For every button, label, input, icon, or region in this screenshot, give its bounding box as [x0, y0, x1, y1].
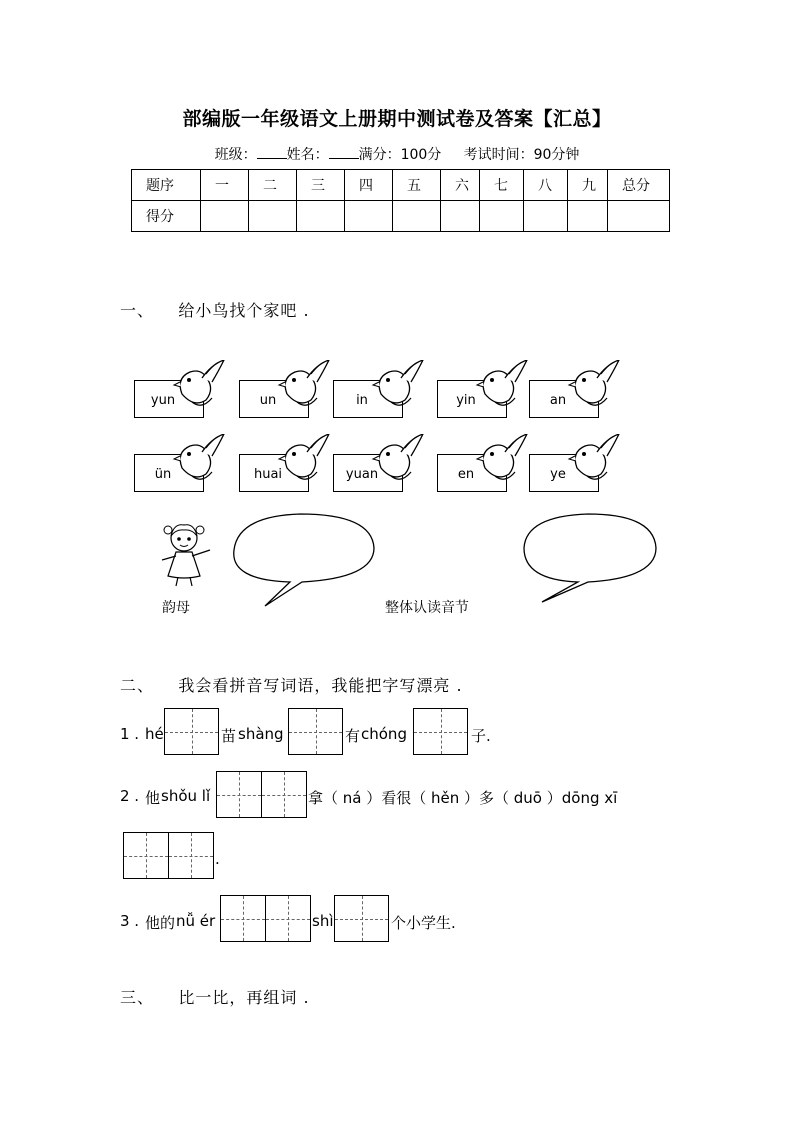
writing-grid[interactable]	[164, 708, 219, 755]
text: 有	[345, 727, 361, 745]
bird-card-syllable: ye	[550, 467, 566, 482]
table-cell: 七	[480, 170, 524, 201]
table-cell: 五	[393, 170, 441, 201]
girl-icon	[154, 520, 218, 588]
section3-heading	[120, 985, 310, 1008]
caption-finals: 韵母	[162, 600, 190, 616]
score-cell[interactable]	[441, 201, 480, 232]
bird-card[interactable]	[134, 440, 222, 492]
name-label: 姓名：	[286, 147, 329, 163]
name-blank[interactable]	[329, 146, 359, 159]
score-cell[interactable]	[345, 201, 393, 232]
bird-card-syllable: an	[549, 393, 567, 408]
writing-grid[interactable]	[216, 771, 262, 818]
score-cell[interactable]	[524, 201, 568, 232]
writing-grid[interactable]	[334, 895, 389, 942]
bird-card[interactable]	[437, 366, 525, 418]
bird-card[interactable]	[239, 366, 327, 418]
bird-card[interactable]	[529, 366, 617, 418]
score-cell[interactable]	[249, 201, 297, 232]
writing-grid[interactable]	[261, 771, 307, 818]
section-number: 三、	[120, 988, 155, 1007]
writing-grid[interactable]	[288, 708, 343, 755]
bird-card[interactable]	[333, 366, 421, 418]
score-cell[interactable]	[297, 201, 345, 232]
score-table	[131, 169, 670, 232]
bird-card-syllable: yun	[150, 393, 176, 408]
text: 个小学生.	[391, 914, 456, 932]
text: 拿（ ná ）看很（ hěn ）多（ duō ）dōng xī	[308, 789, 618, 807]
class-blank[interactable]	[257, 146, 287, 159]
bird-card[interactable]	[437, 440, 525, 492]
table-cell: 六	[441, 170, 480, 201]
table-cell: 总分	[608, 170, 670, 201]
section1-heading	[120, 298, 310, 321]
text: 他的	[145, 914, 176, 932]
score-label: 满分：100分	[358, 147, 442, 163]
section2-heading	[120, 673, 463, 696]
bird-card[interactable]	[134, 366, 222, 418]
score-cell[interactable]	[608, 201, 670, 232]
bird-card[interactable]	[239, 440, 327, 492]
table-cell: 九	[568, 170, 608, 201]
bird-card-syllable: huai	[253, 467, 283, 482]
pinyin: hé	[145, 725, 164, 743]
table-cell: 三	[297, 170, 345, 201]
pinyin: shàng	[238, 725, 284, 743]
section-title: 我会看拼音写词语，我能把字写漂亮 .	[178, 676, 463, 695]
table-cell: 八	[524, 170, 568, 201]
score-cell[interactable]	[393, 201, 441, 232]
class-label: 班级：	[214, 147, 257, 163]
table-cell: 四	[345, 170, 393, 201]
time-label: 考试时间：90分钟	[463, 147, 580, 163]
table-cell: 二	[249, 170, 297, 201]
writing-grid[interactable]	[123, 832, 169, 879]
caption-whole-syllables: 整体认读音节	[385, 600, 469, 616]
speech-bubble-left[interactable]	[230, 510, 380, 610]
score-cell[interactable]	[201, 201, 249, 232]
table-cell: 一	[201, 170, 249, 201]
text: .	[215, 850, 220, 868]
bird-card-syllable: ün	[154, 467, 172, 482]
score-cell[interactable]	[480, 201, 524, 232]
score-table-row	[132, 201, 670, 232]
bird-card-syllable: en	[457, 467, 475, 482]
writing-grid[interactable]	[265, 895, 311, 942]
pinyin: nǚ ér	[176, 912, 216, 930]
q1-number: 1 .	[120, 725, 140, 743]
bird-card-syllable: yuan	[345, 467, 379, 482]
pinyin: shǒu lǐ	[161, 787, 211, 805]
table-cell: 得分	[132, 201, 201, 232]
table-cell: 题序	[132, 170, 201, 201]
text: 子.	[471, 727, 491, 745]
text: 他	[145, 789, 161, 807]
score-cell[interactable]	[568, 201, 608, 232]
bird-card-syllable: un	[259, 393, 277, 408]
q3-number: 3 .	[120, 912, 140, 930]
exam-info	[0, 144, 794, 164]
bird-card-syllable: in	[356, 393, 368, 408]
bird-card[interactable]	[333, 440, 421, 492]
writing-grid[interactable]	[220, 895, 266, 942]
section-number: 一、	[120, 301, 155, 320]
pinyin: chóng	[361, 725, 407, 743]
speech-bubble-right[interactable]	[520, 510, 660, 606]
section-title: 给小鸟找个家吧 .	[178, 301, 310, 320]
writing-grid[interactable]	[413, 708, 468, 755]
score-table-header-row	[132, 170, 670, 201]
section-number: 二、	[120, 676, 155, 695]
q2-number: 2 .	[120, 787, 140, 805]
text: 苗	[221, 727, 237, 745]
pinyin: shì	[312, 912, 334, 930]
bird-card-syllable: yin	[456, 393, 476, 408]
page-title: 部编版一年级语文上册期中测试卷及答案【汇总】	[182, 108, 612, 130]
writing-grid[interactable]	[168, 832, 214, 879]
bird-card[interactable]	[529, 440, 617, 492]
section-title: 比一比，再组词 .	[178, 988, 310, 1007]
